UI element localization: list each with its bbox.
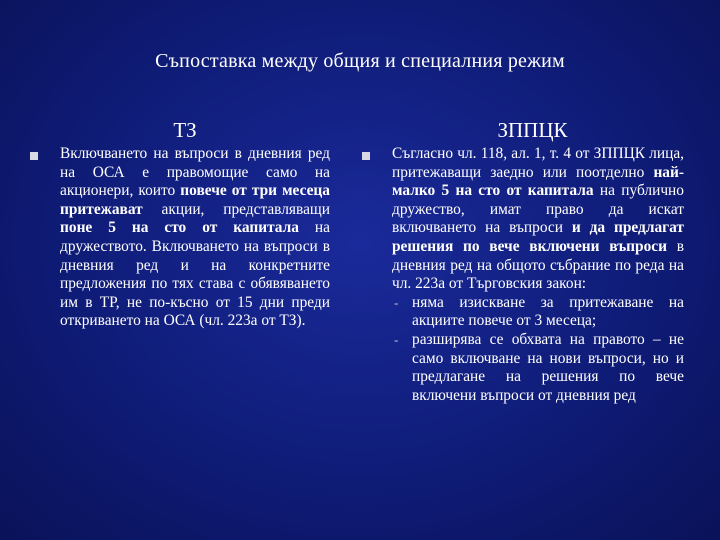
right-column-heading: ЗППЦК bbox=[497, 118, 568, 142]
sub-list-item bbox=[392, 331, 684, 405]
sub-item-text: разширява се обхвата на правото – не само включване на нови въпроси, но и предлагане на решения по вече включени въпроси от дневния ред bbox=[412, 330, 684, 404]
text-run: в дневния ред на общото събрание по реда на чл. 223а от Търговския закон: bbox=[392, 237, 684, 293]
square-bullet-icon bbox=[362, 152, 370, 160]
dash-bullet-icon: - bbox=[394, 294, 399, 310]
sub-item-text: няма изискване за притежаване на акциите повече от 3 месеца; bbox=[412, 293, 684, 330]
left-body-text bbox=[60, 145, 330, 331]
bold-text-run: и да предлагат решения по вече включени въпроси bbox=[392, 219, 684, 255]
bold-text-run: най-малко 5 на сто от капитала bbox=[392, 163, 684, 200]
text-run: Включването на въпроси в дневния ред на ОСА е правомощие само на акционери, които bbox=[60, 145, 330, 200]
slide-title: Съпоставка между общия и специалния режим bbox=[155, 50, 565, 72]
bold-text-run: поне 5 на сто от капитала bbox=[60, 219, 299, 237]
text-run: на публично дружество, имат право да искат включването на въпроси bbox=[392, 182, 684, 237]
square-bullet-icon bbox=[30, 152, 38, 160]
bold-text-run: повече от три месеца притежават bbox=[60, 182, 330, 218]
left-column bbox=[30, 145, 330, 331]
text-run: Съгласно чл. 118, ал. 1, т. 4 от ЗППЦК лица, притежаващи заедно или поотделно bbox=[392, 145, 684, 181]
sub-list-item bbox=[392, 294, 684, 331]
text-run: акции, представляващи bbox=[142, 200, 330, 218]
left-column-heading: ТЗ bbox=[173, 118, 197, 142]
dash-bullet-icon: - bbox=[394, 331, 399, 347]
right-body-text bbox=[392, 145, 684, 294]
right-column bbox=[362, 145, 684, 405]
text-run: на дружеството. Включването на въпроси в дневния ред и на конкретните предложения по тях става с обявяването им в ТР, не по-късно от 15 дни преди откриването на ОСА (чл. 223а от ТЗ). bbox=[60, 219, 331, 330]
